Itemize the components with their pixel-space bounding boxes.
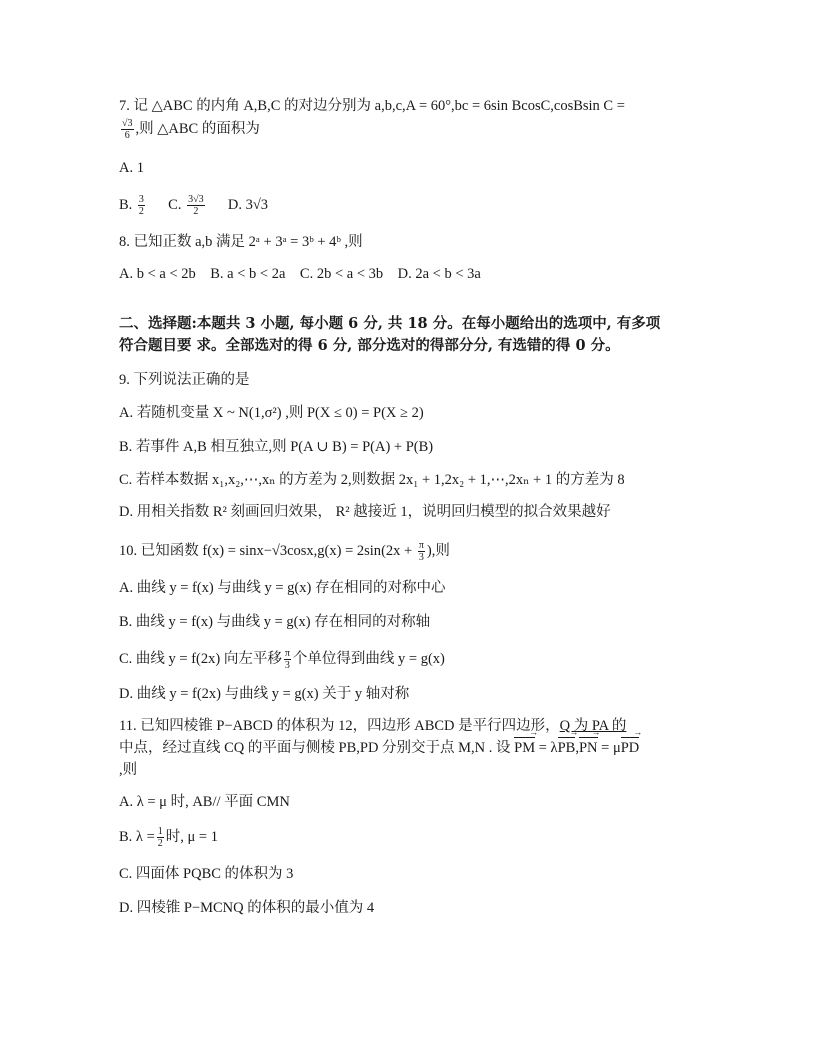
q11-option-b	[119, 826, 218, 849]
q11-stem-text1: 11. 已知四棱锥 P−ABCD 的体积为 12，四边形 ABCD 是平行四边形，	[119, 718, 560, 734]
section2-heading-text2: 符合题目要 求。全部选对的得 6 分, 部分选对的得部分分, 有选错的得 0 分。	[119, 337, 620, 354]
q11-stem-text1b: Q 为 PA 的	[559, 718, 627, 734]
q7-option-a	[119, 158, 144, 178]
q10-frac-num: π	[418, 540, 424, 551]
q8-stem	[119, 232, 363, 252]
q9-option-d	[119, 502, 611, 522]
q8-stem-text: 8. 已知正数 a,b 满足 2ᵃ + 3ᵃ = 3ᵇ + 4ᵇ ,则	[119, 234, 363, 250]
q10-frac-den: 3	[418, 552, 424, 563]
q10-stem-tail: ,则	[431, 542, 450, 559]
q9-option-a	[119, 403, 424, 423]
q11-eq-mu: = μ	[597, 740, 621, 756]
q11-option-b-fraction	[157, 826, 164, 849]
q7-option-d-text: D. 3√3	[227, 196, 269, 213]
q10-option-d	[119, 684, 409, 704]
q10-option-d-text: D. 曲线 y = f(2x) 与曲线 y = g(x) 关于 y 轴对称	[119, 686, 410, 702]
q8-options-text: A. b < a < 2b B. a < b < 2a C. 2b < a < 3b D. 2a < b < 3a	[119, 266, 481, 282]
q7-option-b-num: 3	[138, 194, 144, 205]
q7-option-c-den: 2	[193, 206, 199, 217]
q11-option-b-den: 2	[157, 838, 163, 849]
q7-option-c-label: C.	[168, 196, 182, 213]
q10-option-c	[119, 648, 445, 671]
q11-option-a-text: A. λ = μ 时, AB// 平面 CMN	[119, 794, 290, 810]
q7-option-b-den: 2	[138, 206, 144, 217]
q10-option-b	[119, 612, 430, 632]
q11-option-b-text-b: 时, μ = 1	[165, 828, 218, 845]
section2-heading-line1	[119, 314, 660, 334]
q7-option-b-label: B.	[119, 196, 133, 213]
q7-stem-line1	[119, 96, 625, 116]
q7-option-b-fraction	[138, 194, 145, 217]
q10-option-c-num: π	[284, 648, 290, 659]
q10-option-a	[119, 578, 445, 598]
q11-eq-lambda: = λ	[535, 740, 558, 756]
q11-stem-line3	[119, 760, 137, 780]
q7-option-c-fraction	[187, 194, 205, 217]
q11-option-a	[119, 792, 290, 812]
q9-stem-text: 9. 下列说法正确的是	[119, 372, 250, 388]
q10-fraction	[418, 540, 425, 563]
vector-pd: PD →	[621, 738, 640, 758]
vector-pn: PN →	[579, 738, 598, 758]
q10-option-c-text-b: 个单位得到曲线 y = g(x)	[292, 650, 445, 667]
q7-options-bcd	[119, 194, 268, 217]
q11-option-b-text-a: B. λ =	[119, 828, 155, 845]
q10-option-c-fraction	[284, 648, 291, 671]
q11-option-d-text: D. 四棱锥 P−MCNQ 的体积的最小值为 4	[119, 900, 375, 916]
q11-comma: ,	[575, 740, 579, 756]
q8-options	[119, 264, 481, 284]
q7-frac-num: √3	[122, 118, 133, 129]
section2-heading-text1: 二、选择题:本题共 3 小题, 每小题 6 分, 共 18 分。在每小题给出的选项中, 有多项	[119, 315, 661, 332]
q10-option-a-text: A. 曲线 y = f(x) 与曲线 y = g(x) 存在相同的对称中心	[119, 580, 446, 596]
q10-stem-paren-open: (2x +	[381, 542, 416, 559]
q7-stem-text: 7. 记 △ABC 的内角 A,B,C 的对边分别为 a,b,c,A = 60°,bc = 6sin BcosC,cosBsin C =	[119, 98, 625, 114]
q11-stem-text2: 中点，经过直线 CQ 的平面与侧棱 PB,PD 分别交于点 M,N . 设	[119, 740, 515, 756]
q9-option-c-text: C. 若样本数据 x₁,x₂,⋯,xₙ 的方差为 2,则数据 2x₁ + 1,2x₂ + 1,⋯,2xₙ + 1 的方差为 8	[119, 472, 625, 488]
q11-stem-line1	[119, 716, 626, 736]
q11-option-b-num: 1	[157, 826, 163, 837]
q10-stem-text: 10. 已知函数 f(x) = sinx−√3cosx,g(x) = 2sin	[119, 542, 382, 559]
q7-fraction	[121, 118, 134, 141]
q10-stem-paren-close: )	[426, 542, 432, 559]
q11-stem-line2	[119, 738, 639, 758]
q7-frac-den: 6	[124, 130, 130, 141]
q11-option-c-text: C. 四面体 PQBC 的体积为 3	[119, 866, 294, 882]
q10-stem	[119, 540, 450, 563]
q7-stem-tail: ,则 △ABC 的面积为	[135, 120, 260, 137]
q10-option-b-text: B. 曲线 y = f(x) 与曲线 y = g(x) 存在相同的对称轴	[119, 614, 431, 630]
q9-option-c	[119, 470, 625, 490]
q9-option-d-text: D. 用相关指数 R² 刻画回归效果， R² 越接近 1，说明回归模型的拟合效果越好	[119, 504, 611, 520]
section2-heading-line2	[119, 336, 620, 356]
q11-option-c	[119, 864, 293, 884]
q9-option-b-text: B. 若事件 A,B 相互独立,则 P(A ∪ B) = P(A) + P(B)	[119, 439, 434, 455]
q9-stem	[119, 370, 250, 390]
q9-option-b	[119, 437, 433, 457]
q11-option-d	[119, 898, 374, 918]
q9-option-a-text: A. 若随机变量 X ~ N(1,σ²) ,则 P(X ≤ 0) = P(X ≥ 2)	[119, 405, 424, 421]
q7-option-a-text: A. 1	[119, 160, 144, 176]
q11-stem-text3: ,则	[119, 762, 138, 778]
vector-pm: PM →	[514, 738, 535, 758]
q10-option-c-den: 3	[284, 660, 290, 671]
q10-option-c-text-a: C. 曲线 y = f(2x) 向左平移	[119, 650, 282, 667]
vector-pb: PB →	[558, 738, 576, 758]
q7-option-c-num: 3√3	[188, 194, 204, 205]
q7-stem-line2	[119, 118, 260, 141]
